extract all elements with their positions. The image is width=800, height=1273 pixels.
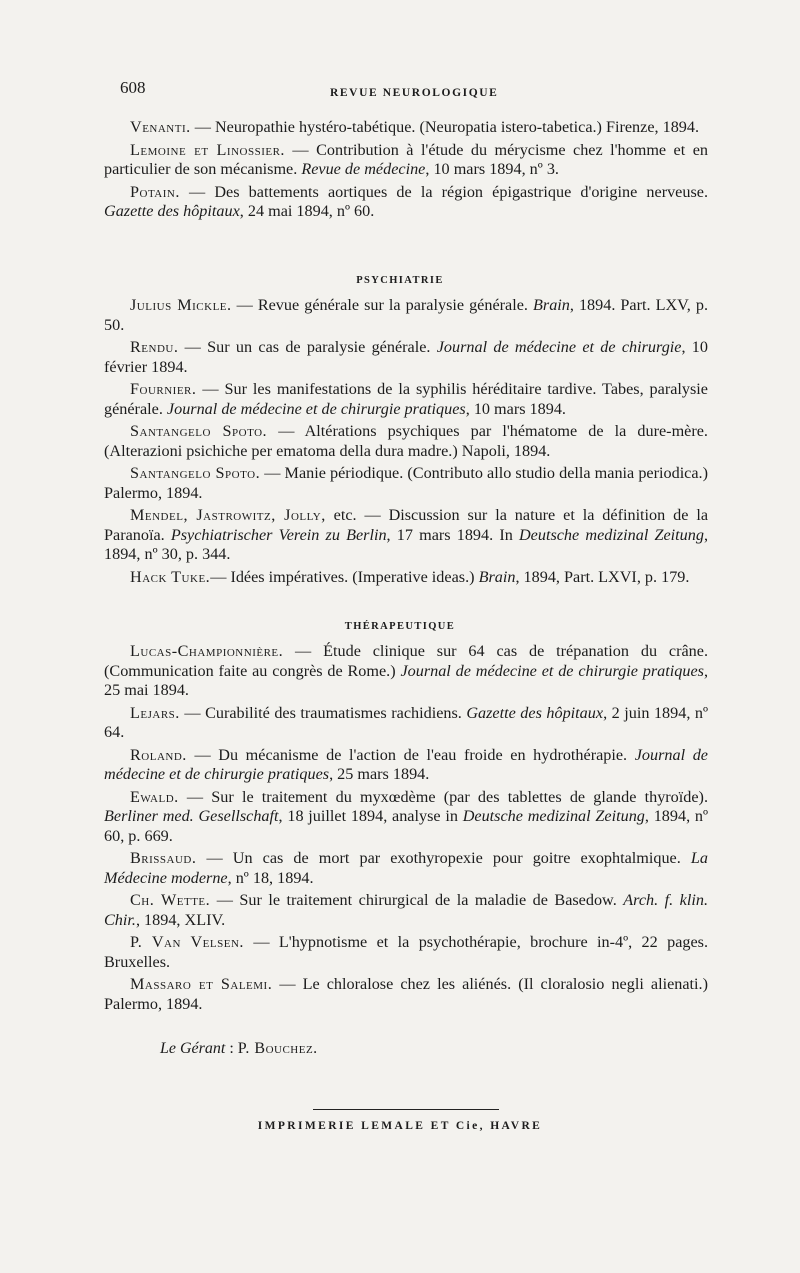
entry-author: Brissaud. [130, 849, 197, 867]
entry-author: Venanti. [130, 118, 191, 136]
section-title-psychiatrie: PSYCHIATRIE [356, 275, 444, 286]
entry-journal: Gazette des hôpitaux [104, 202, 240, 220]
entry-tail: , 1894, nº 60, p. 669. [104, 807, 709, 845]
bibliography-entry [104, 118, 708, 138]
section-title-therapeutique: THÉRAPEUTIQUE [344, 621, 456, 632]
entry-text: — Sur un cas de paralysie générale. [178, 338, 437, 356]
entry-author: Ewald. [130, 787, 179, 806]
entry-journal: Brain [478, 567, 516, 586]
bibliography-entry [104, 975, 708, 1014]
entry-author: Ch. Wette. [130, 891, 211, 909]
entry-text: — Un cas de mort par exothyropexie pour goitre exophtalmique. [196, 849, 691, 867]
entry-author: Lemoine et Linossier. [130, 140, 285, 159]
entry-tail: , 1894. Part. LXV, p. 50. [104, 296, 708, 334]
bibliography-entry [104, 296, 708, 335]
entry-text: — Sur le traitement chirurgical de la maladie de Basedow. [210, 891, 624, 909]
entry-author: Roland. [130, 745, 187, 764]
entry-text: — Revue générale sur la paralysie générale. [231, 296, 533, 314]
entry-author: Julius Mickle. [130, 296, 232, 314]
signature-label: Le Gérant [160, 1040, 226, 1057]
psychiatrie-entries [104, 296, 708, 590]
entry-tail: , 17 mars 1894. In [386, 525, 519, 544]
entry-journal: Journal de médecine et de chirurgie [436, 338, 682, 356]
entry-tail: , 10 mars 1894. [465, 399, 566, 418]
entry-author: Mendel, Jastrowitz, Jolly, [130, 506, 326, 524]
page-header [120, 78, 710, 102]
entry-journal: Journal de médecine et de chirurgie pratiques [400, 661, 704, 680]
entry-journal: Arch. f. klin. Chir. [104, 891, 708, 929]
entry-text: — Des battements aortiques de la région épigastrique d'origine nerveuse. [179, 182, 708, 201]
entry-tail: , 10 février 1894. [104, 338, 708, 376]
entry-text: — Étude clinique sur 64 cas de trépanation du crâne. (Communication faite au congrès de Rome.) [104, 642, 708, 680]
entry-journal: Gazette des hôpitaux [466, 703, 604, 722]
bibliography-entry [104, 183, 708, 222]
bibliography-entry [104, 422, 708, 461]
printer-imprint: IMPRIMERIE LEMALE ET Cie, HAVRE [257, 1120, 543, 1132]
entry-text: — Idées impératives. (Imperative ideas.) [210, 567, 479, 586]
bibliography-entry [104, 891, 708, 930]
bibliography-entry [104, 506, 708, 565]
entry-journal: La Médecine moderne [104, 849, 708, 887]
entry-tail: , 25 mars 1894. [329, 765, 430, 783]
bibliography-entry [104, 568, 708, 588]
entry-journal: Berliner med. Gesellschaft [104, 807, 279, 825]
entry-author: Santangelo Spoto. [130, 464, 261, 482]
entry-text: — Contribution à l'étude du mérycisme chez l'homme et en particulier de son mécanisme. [104, 140, 708, 178]
entry-text: — Altérations psychiques par l'hématome de la dure-mère. (Alterazioni psichiche per ematoma della dura madre.) Napoli, 1894. [104, 422, 708, 460]
entry-tail: , 18 juillet 1894, analyse in [278, 807, 463, 825]
bibliography-entry [104, 464, 708, 503]
bibliography-entry [104, 849, 708, 888]
bibliography-entry [104, 933, 708, 972]
entry-text: — Curabilité des traumatismes rachidiens. [179, 703, 467, 722]
entry-journal: Deutsche medizinal Zeitung [518, 525, 704, 544]
entry-author: Massaro et Salemi. [130, 975, 273, 993]
entry-journal: Revue de médecine [301, 160, 426, 178]
entry-journal: Journal de médecine et de chirurgie pratiques [166, 399, 466, 418]
entry-text: — Neuropathie hystéro-tabétique. (Neuropatia istero-tabetica.) Firenze, 1894. [190, 118, 700, 136]
entry-tail: , 1894, XLIV. [135, 910, 226, 929]
therapeutique-entries [104, 642, 708, 1017]
entry-journal: Brain [533, 296, 570, 314]
signature-separator: : [225, 1040, 238, 1057]
entry-text: — Sur le traitement du myxœdème (par des tablettes de glande thyroïde). [178, 787, 708, 806]
entry-author: Lejars. [130, 703, 180, 722]
entry-author: Hack Tuke. [130, 567, 211, 586]
entry-author: Fournier. [130, 380, 197, 398]
entry-text: etc. — Discussion sur la nature et la définition de la Paranoïa. [104, 506, 709, 544]
running-head: REVUE NEUROLOGIQUE [330, 87, 499, 99]
top-entries [104, 118, 708, 225]
entry-journal: Deutsche medizinal Zeitung [462, 807, 645, 825]
entry-text: — Manie périodique. (Contributo allo studio della mania periodica.) Palermo, 1894. [104, 464, 708, 502]
entry-author: Lucas-Championnière. [130, 642, 284, 660]
entry-tail: , 1894, Part. LXVI, p. 179. [515, 567, 690, 586]
entry-tail: , 2 juin 1894, nº 64. [104, 703, 708, 741]
entry-author: Potain. [130, 182, 180, 201]
entry-text: — Sur les manifestations de la syphilis héréditaire tardive. Tabes, paralysie générale. [104, 380, 708, 418]
bibliography-entry [104, 788, 708, 847]
entry-tail: , 10 mars 1894, nº 3. [425, 160, 559, 178]
bibliography-entry [104, 141, 708, 180]
entry-text: — Du mécanisme de l'action de l'eau froide en hydrothérapie. [186, 745, 635, 764]
entry-author: Santangelo Spoto. [130, 422, 268, 440]
bibliography-entry [104, 746, 708, 785]
bibliography-entry [104, 380, 708, 419]
entry-tail: , nº 18, 1894. [227, 868, 314, 887]
entry-text: — L'hypnotisme et la psychothérapie, brochure in-4º, 22 pages. Bruxelles. [104, 933, 709, 971]
entry-author: Rendu. [130, 338, 179, 356]
bibliography-entry [104, 642, 708, 701]
entry-journal: Journal de médecine et de chirurgie pratiques [104, 745, 708, 783]
entry-tail: , 1894, nº 30, p. 344. [104, 525, 708, 563]
bibliography-entry [104, 704, 708, 743]
entry-journal: Psychiatrischer Verein zu Berlin [170, 525, 387, 544]
entry-tail: , 24 mai 1894, nº 60. [239, 202, 375, 220]
entry-text: — Le chloralose chez les aliénés. (Il cloralosio negli alienati.) Palermo, 1894. [104, 975, 708, 1013]
page-number: 608 [120, 78, 146, 97]
footer-rule [313, 1109, 499, 1110]
entry-author: P. Van Velsen. [130, 933, 244, 951]
bibliography-entry [104, 338, 708, 377]
signature-name: P. Bouchez. [237, 1040, 318, 1057]
entry-tail: , 25 mai 1894. [104, 661, 708, 699]
signature [160, 1040, 318, 1058]
